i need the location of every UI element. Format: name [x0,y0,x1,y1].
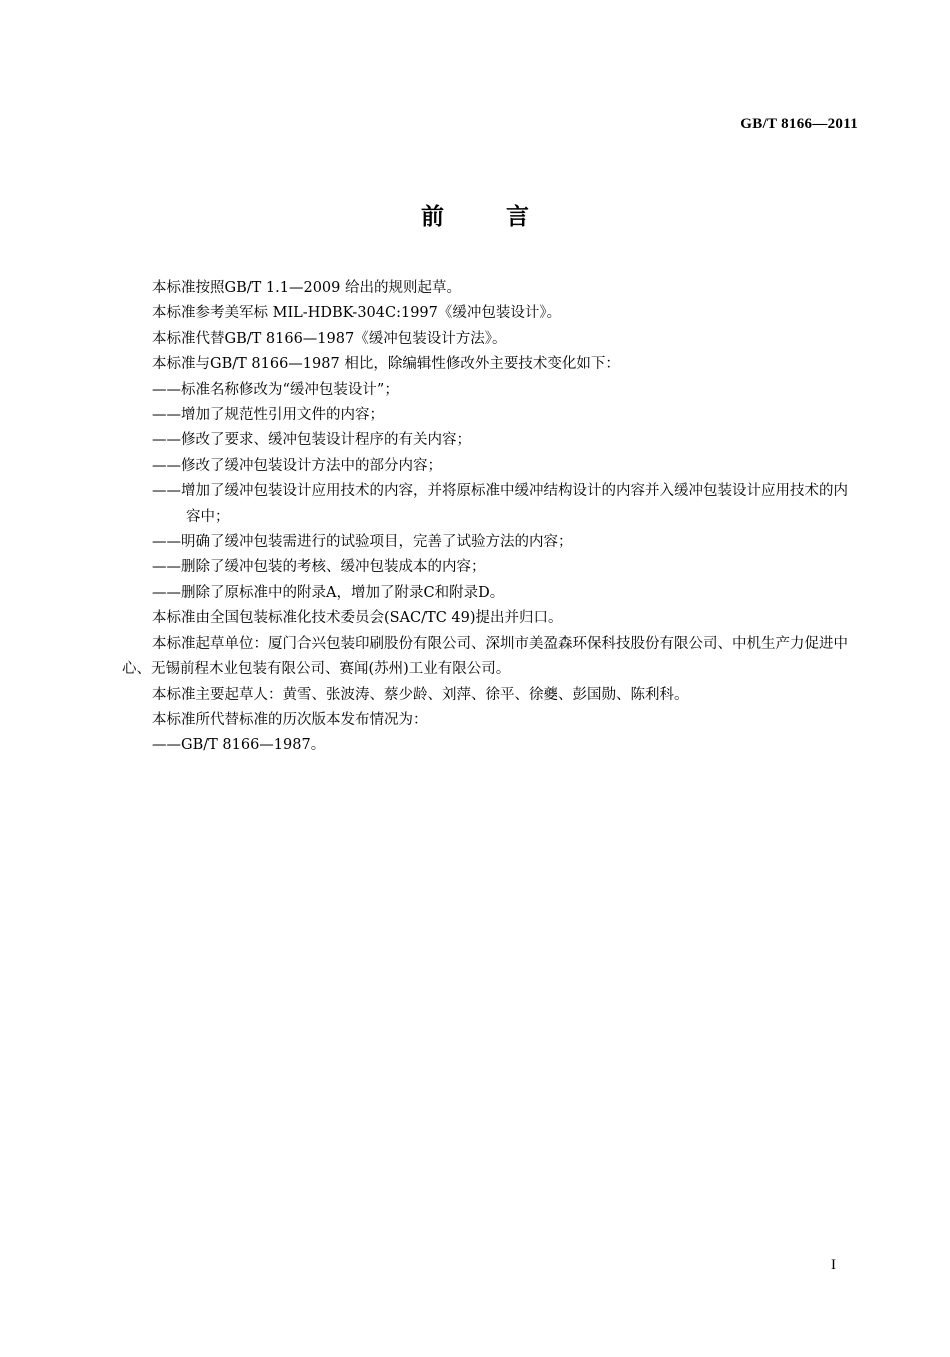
change-item: ——修改了缓冲包装设计方法中的部分内容； [152,457,442,474]
history-intro-line: 本标准所代替标准的历次版本发布情况为： [152,711,428,728]
change-item: ——增加了规范性引用文件的内容； [152,407,384,424]
change-item: ——标准名称修改为“缓冲包装设计”； [152,381,399,398]
drafting-units-line: 本标准起草单位：厦门合兴包装印刷股份有限公司、深圳市美盈森环保科技股份有限公司、中机生产力促进中心、无锡前程木业包装有限公司、赛闻(苏州)工业有限公司。 [122,635,848,678]
change-item: ——增加了缓冲包装设计应用技术的内容，并将原标准中缓冲结构设计的内容并入缓冲包装设计应用技术的内容中； [152,483,848,525]
changes-intro-line: 本标准与GB/T 8166—1987 相比，除编辑性修改外主要技术变化如下： [152,356,620,373]
standard-number: GB/T 8166—2011 [740,116,858,132]
change-item: ——删除了原标准中的附录A，增加了附录C和附录D。 [152,584,505,601]
change-item: ——修改了要求、缓冲包装设计程序的有关内容； [152,432,471,449]
reference-standard-line: 本标准参考美军标 MIL-HDBK-304C:1997《缓冲包装设计》。 [152,305,562,322]
replaces-standard-line: 本标准代替GB/T 8166—1987《缓冲包装设计方法》。 [152,330,507,347]
committee-line: 本标准由全国包装标准化技术委员会(SAC/TC 49)提出并归口。 [152,610,563,627]
page-number: I [831,1257,836,1273]
preface-body [122,276,860,759]
drafting-rules-line: 本标准按照GB/T 1.1—2009 给出的规则起草。 [152,280,461,296]
page-title: 前言 [421,204,591,230]
change-item: ——删除了缓冲包装的考核、缓冲包装成本的内容； [152,559,486,576]
change-item: ——明确了缓冲包装需进行的试验项目，完善了试验方法的内容； [152,534,573,551]
drafters-line: 本标准主要起草人：黄雪、张波涛、蔡少龄、刘萍、徐平、徐夔、彭国勋、陈利科。 [152,686,689,703]
history-item: ——GB/T 8166—1987。 [152,737,326,754]
